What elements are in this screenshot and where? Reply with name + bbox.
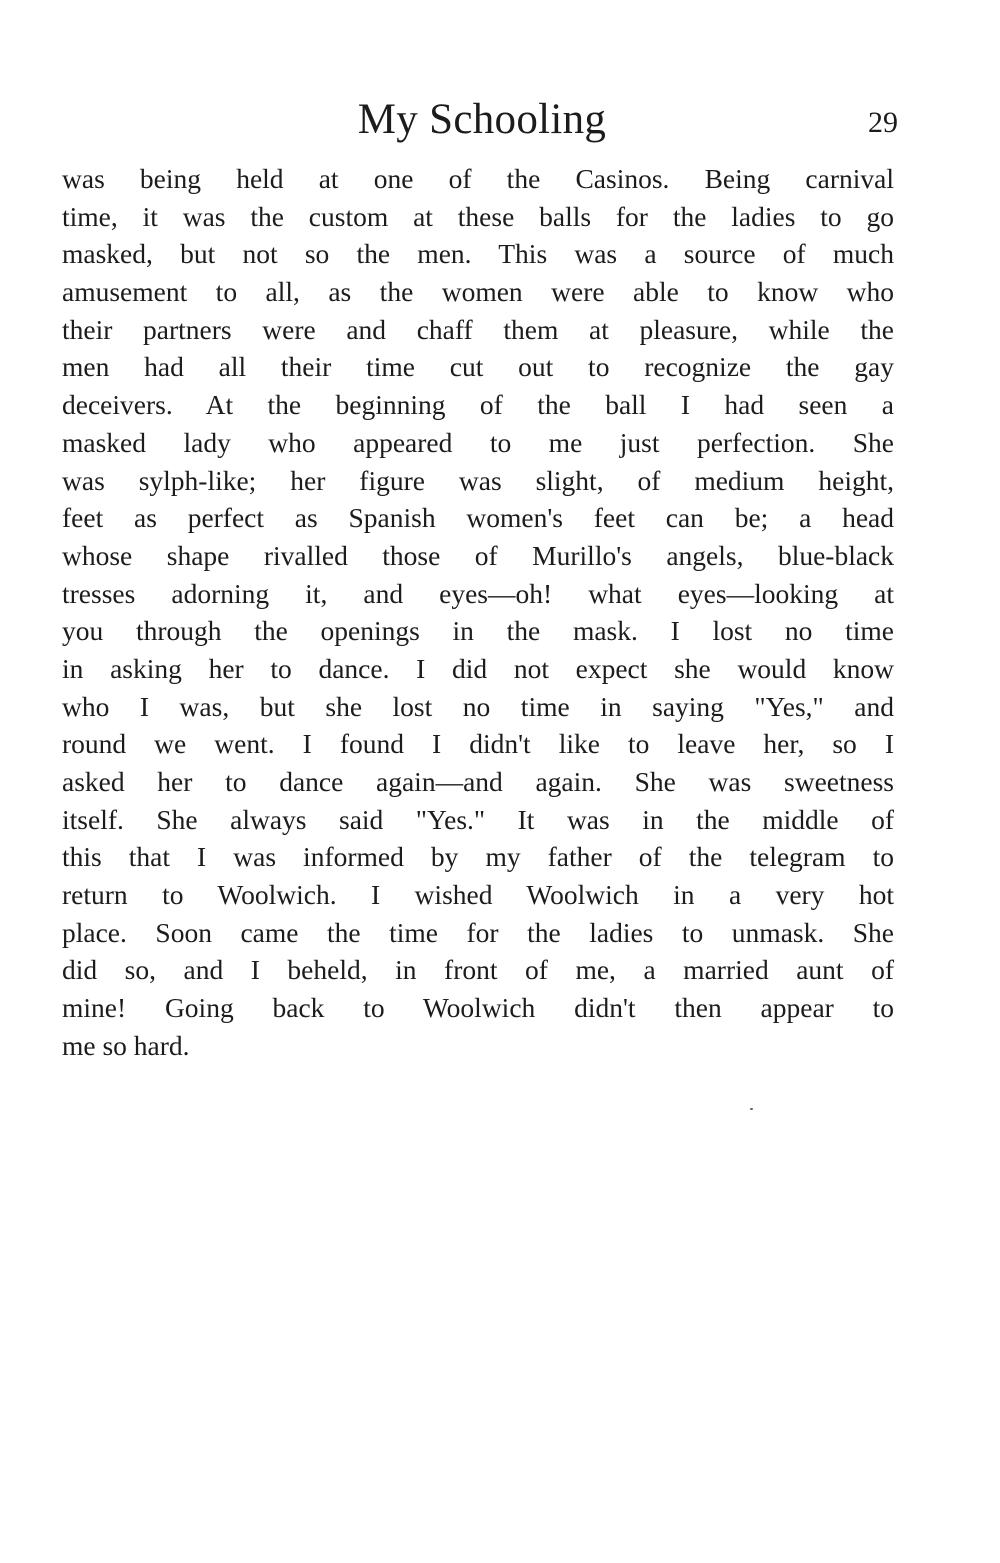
text-line: this that I was informed by my father of the telegram to <box>62 841 894 873</box>
text-line: mine! Going back to Woolwich didn't then appear to <box>62 992 894 1024</box>
text-line: whose shape rivalled those of Murillo's angels, blue-black <box>62 539 894 571</box>
text-line: place. Soon came the time for the ladies to unmask. She <box>62 916 894 948</box>
text-line: amusement to all, as the women were able to know who <box>62 276 894 308</box>
running-head <box>62 92 902 148</box>
text-line-last: me so hard. <box>62 1029 190 1061</box>
text-line: feet as perfect as Spanish women's feet can be; a head <box>62 502 894 534</box>
body-text <box>62 160 894 1065</box>
text-line: in asking her to dance. I did not expect she would know <box>62 652 894 684</box>
text-line: you through the openings in the mask. I lost no time <box>62 615 894 647</box>
page-title: My Schooling <box>357 96 607 143</box>
text-line: deceivers. At the beginning of the ball I had seen a <box>62 389 894 421</box>
text-line: asked her to dance again—and again. She was sweetness <box>62 766 894 797</box>
text-line: was sylph-like; her figure was slight, of medium height, <box>62 464 894 496</box>
text-line: men had all their time cut out to recognize the gay <box>62 351 894 383</box>
scan-speck <box>750 1108 753 1110</box>
text-line: tresses adorning it, and eyes—oh! what eyes—looking at <box>62 577 894 609</box>
text-line: who I was, but she lost no time in saying "Yes," and <box>62 690 894 722</box>
text-line: round we went. I found I didn't like to leave her, so I <box>62 728 894 760</box>
text-line: return to Woolwich. I wished Woolwich in a very hot <box>62 879 894 911</box>
text-line: time, it was the custom at these balls for the ladies to go <box>62 200 894 232</box>
text-line: did so, and I beheld, in front of me, a married aunt of <box>62 954 894 986</box>
text-line: their partners were and chaff them at pleasure, while the <box>62 313 894 345</box>
page-number: 29 <box>868 106 898 139</box>
text-line: itself. She always said "Yes." It was in the middle of <box>62 803 894 835</box>
text-line: was being held at one of the Casinos. Being carnival <box>62 163 894 194</box>
text-line: masked lady who appeared to me just perfection. She <box>62 426 894 458</box>
text-line: masked, but not so the men. This was a source of much <box>62 238 894 270</box>
